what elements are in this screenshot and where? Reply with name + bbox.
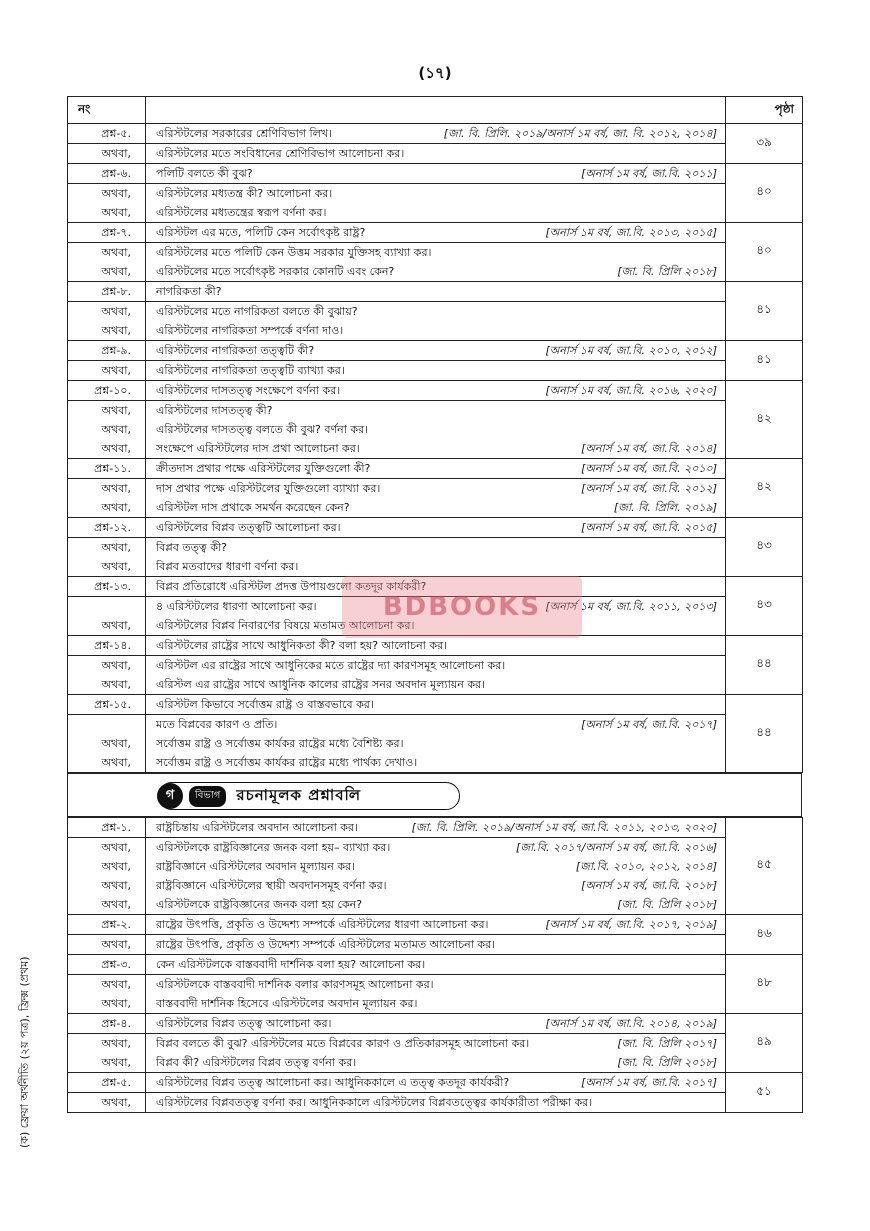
question-cell	[146, 144, 726, 164]
question-cell	[146, 184, 726, 204]
exam-reference: [জা. বি. প্রিলি ২০১৮]	[617, 898, 717, 911]
question-label: অথবা,	[68, 838, 146, 858]
question-label: অথবা,	[68, 538, 146, 558]
question-cell	[146, 223, 726, 243]
question-label: অথবা,	[68, 675, 146, 695]
exam-reference: [অনার্স ১ম বর্ষ, জা.বি. ২০১৫]	[581, 521, 717, 534]
question-row	[68, 955, 803, 975]
question-label: অথবা,	[68, 361, 146, 381]
question-label: প্রশ্ন-৯.	[68, 341, 146, 361]
exam-reference	[717, 184, 725, 203]
question-row	[68, 223, 803, 243]
question-label: প্রশ্ন-৮.	[68, 282, 146, 302]
page-reference: ৪৫	[726, 818, 803, 915]
question-text: এরিস্টটলের মতে সংবিধানের শ্রেণিবিভাগ আলোচনা কর।	[156, 147, 405, 160]
question-text: পলিটি বলতে কী বুঝ?	[156, 167, 253, 180]
page-reference: ৪২	[726, 381, 803, 459]
question-text: বিপ্লব বলতে কী বুঝ? এরিস্টটলের মতে বিপ্লবের কারণ ও প্রতিকারসমূহ আলোচনা কর।	[156, 1037, 530, 1050]
question-label: প্রশ্ন-১.	[68, 818, 146, 838]
question-text: বাস্তববাদী দার্শনিক হিসেবে এরিস্টটলের অবদান মূল্যায়ন কর।	[156, 997, 418, 1010]
question-label: প্রশ্ন-১০.	[68, 381, 146, 401]
exam-reference: [জা. বি. প্রিলি ২০১৮]	[617, 265, 717, 278]
question-cell	[146, 895, 726, 915]
question-cell	[146, 1053, 726, 1073]
question-text: বিপ্লব তত্ত্ব কী?	[156, 541, 227, 554]
question-cell	[146, 557, 726, 577]
question-text: ক্রীতদাস প্রথার পক্ষে এরিস্টটলের যুক্তিগুলো কী?	[156, 462, 371, 475]
exam-reference: [অনার্স ১ম বর্ষ, জা.বি. ২০১৪]	[581, 442, 717, 455]
question-label: অথবা,	[68, 895, 146, 915]
question-cell	[146, 675, 726, 695]
question-row	[68, 459, 803, 479]
question-label: প্রশ্ন-১৫.	[68, 695, 146, 715]
question-text: এরিস্টটলের সরকারের শ্রেণিবিভাগ লিখ।	[156, 127, 333, 140]
question-label: অথবা,	[68, 401, 146, 421]
question-label: প্রশ্ন-১৩.	[68, 577, 146, 597]
question-label: প্রশ্ন-১৪.	[68, 636, 146, 656]
question-text: বিপ্লব প্রতিরোধে এরিস্টটল প্রদত্ত উপায়গুলো কতদূর কার্যকরী?	[156, 580, 427, 593]
question-row	[68, 876, 803, 895]
question-label: প্রশ্ন-৩.	[68, 955, 146, 975]
question-cell	[146, 695, 726, 715]
question-row	[68, 361, 803, 381]
page-reference: ৪৪	[726, 636, 803, 695]
question-text: বিপ্লব কী? এরিস্টটলের বিপ্লব তত্ত্ব বর্ণনা কর।	[156, 1056, 357, 1069]
exam-reference	[717, 955, 725, 974]
question-text: কেন এরিস্টটলকে বাস্তববাদী দার্শনিক বলা হয়? আলোচনা কর।	[156, 958, 426, 971]
question-text: এরিস্টটলকে বাস্তববাদী দার্শনিক বলার কারণসমূহ আলোচনা কর।	[156, 978, 434, 991]
question-label: অথবা,	[68, 203, 146, 223]
question-label: প্রশ্ন-১২.	[68, 518, 146, 538]
question-label: অথবা,	[68, 876, 146, 895]
question-row	[68, 164, 803, 184]
question-row	[68, 1093, 803, 1113]
question-text: এরিস্টটলের দাসতত্ত্ব কী?	[156, 404, 273, 417]
question-cell	[146, 341, 726, 361]
section-badge	[158, 782, 460, 810]
question-cell	[146, 124, 726, 144]
question-cell	[146, 381, 726, 401]
question-cell	[146, 361, 726, 381]
question-text: দাস প্রথার পক্ষে এরিস্টটলের যুক্তিগুলো ব্যাখ্যা কর।	[156, 482, 381, 495]
question-cell	[146, 955, 726, 975]
question-text: এরিস্টটলের নাগরিকতা তত্ত্বটি ব্যাখ্যা কর।	[156, 364, 345, 377]
exam-reference: [অনার্স ১ম বর্ষ, জা.বি. ২০১৩, ২০১৫]	[545, 226, 717, 239]
question-text: এরিস্টল এর রাষ্ট্রের সাথে আধুনিক কালের রাষ্ট্রের সনর অবদান মূল্যায়ন কর।	[156, 678, 486, 691]
question-cell	[146, 321, 726, 341]
exam-reference	[717, 203, 725, 222]
question-label: অথবা,	[68, 753, 146, 773]
exam-reference	[717, 361, 725, 380]
exam-reference	[717, 656, 725, 675]
question-label: অথবা,	[68, 1093, 146, 1113]
question-row	[68, 915, 803, 935]
question-row	[68, 838, 803, 858]
question-text: এরিস্টটলের মধ্যতন্ত্র কী? আলোচনা কর।	[156, 187, 333, 200]
exam-reference: [জা. বি. প্রিলি. ২০১৯]	[613, 501, 717, 514]
question-text: এরিস্টটলকে রাষ্ট্রবিজ্ঞানের জনক বলা হয় কেন?	[156, 898, 363, 911]
question-label: প্রশ্ন-৫.	[68, 124, 146, 144]
question-label: অথবা,	[68, 857, 146, 876]
question-text: এরিস্টটলের দাসতত্ত্ব বলতে কী বুঝ? বর্ণনা কর।	[156, 423, 369, 436]
side-running-text: (ক) ফ্রেয়া অর্থনীতি (২য় পত্র), ফ্রিক্স (প্রথম)	[18, 956, 31, 1148]
question-row	[68, 857, 803, 876]
exam-reference: [জা. বি. প্রিলি. ২০১৯/অনার্স ১ম বর্ষ, জা.বি. ২০১১, ২০১৩, ২০২০]	[411, 821, 717, 834]
question-text: মতে বিপ্লবের কারণ ও প্রতি।	[156, 718, 278, 731]
question-cell	[146, 518, 726, 538]
exam-reference	[717, 538, 725, 557]
exam-reference	[717, 321, 725, 340]
question-row	[68, 1053, 803, 1073]
question-row	[68, 124, 803, 144]
page-reference: ৩৯	[726, 124, 803, 164]
question-cell	[146, 975, 726, 995]
page-reference: ৪৯	[726, 1014, 803, 1073]
question-row	[68, 479, 803, 499]
question-label: প্রশ্ন-৪.	[68, 1014, 146, 1034]
question-label: অথবা,	[68, 184, 146, 204]
section-letter: গ	[157, 783, 183, 809]
question-row	[68, 439, 803, 459]
question-cell	[146, 818, 726, 838]
question-text: এরিস্টটলের নাগরিকতা সম্পর্কে বর্ণনা দাও।	[156, 324, 344, 337]
exam-reference: [অনার্স ১ম বর্ষ, জা.বি. ২০১৭, ২০১৯]	[545, 918, 717, 931]
question-row	[68, 1073, 803, 1093]
exam-reference: [অনার্স ১ম বর্ষ, জা.বি. ২০১১, ২০১৩]	[545, 600, 717, 613]
question-label: প্রশ্ন-৫.	[68, 1073, 146, 1093]
header-number: নং	[68, 97, 146, 124]
question-text: সর্বোত্তম রাষ্ট্র ও সর্বোত্তম কার্যকর রাষ্ট্রের মধ্যে পার্থক্য দেখাও।	[156, 756, 418, 769]
question-cell	[146, 282, 726, 302]
question-text: নাগরিকতা কী?	[156, 285, 222, 298]
question-cell	[146, 164, 726, 184]
page-reference: ৪৬	[726, 915, 803, 955]
question-row	[68, 695, 803, 715]
question-row	[68, 557, 803, 577]
page-number: (১৭)	[418, 64, 452, 82]
exam-reference: [জা. বি. প্রিলি ২০১৭]	[617, 1037, 717, 1050]
question-row	[68, 282, 803, 302]
question-cell	[146, 838, 726, 858]
exam-reference	[717, 734, 725, 753]
question-row	[68, 935, 803, 955]
page-reference: ৪৩	[726, 518, 803, 577]
question-cell	[146, 401, 726, 421]
exam-reference: [অনার্স ১ম বর্ষ, জা.বি. ২০১২]	[581, 482, 717, 495]
question-text: এরিস্টটলের মতে পলিটি কেন উত্তম সরকার যুক্তিসহ ব্যাখ্যা কর।	[156, 246, 432, 259]
question-cell	[146, 1093, 726, 1113]
question-text: এরিস্টটল এর রাষ্ট্রের সাথে আধুনিকের মতে রাষ্ট্রের দ্যা কারণসমূহ আলোচনা কর।	[156, 659, 506, 672]
question-text: এরিস্টটলের মতে নাগরিকতা বলতে কী বুঝায়?	[156, 305, 358, 318]
exam-reference: [অনার্স ১ম বর্ষ, জা.বি. ২০১১]	[581, 167, 717, 180]
question-label: প্রশ্ন-৬.	[68, 164, 146, 184]
exam-reference	[717, 975, 725, 994]
question-cell	[146, 479, 726, 499]
question-row	[68, 144, 803, 164]
question-label: অথবা,	[68, 935, 146, 955]
question-label: অথবা,	[68, 734, 146, 753]
exam-reference	[717, 243, 725, 262]
question-text: ৪ এরিস্টটলের ধারণা আলোচনা কর।	[156, 600, 317, 613]
question-text: এরিস্টটলের রাষ্ট্রের সাথে আধুনিকতা কী? বলা হয়? আলোচনা কর।	[156, 639, 448, 652]
exam-reference	[717, 753, 725, 772]
question-row	[68, 753, 803, 773]
question-row	[68, 818, 803, 838]
exam-reference	[717, 557, 725, 576]
question-text: রাষ্ট্রের উৎপত্তি, প্রকৃতি ও উদ্দেশ্য সম্পর্কে এরিস্টটলের ধারণা আলোচনা কর।	[156, 918, 489, 931]
exam-reference: [অনার্স ১ম বর্ষ, জা.বি. ২০১০]	[581, 462, 717, 475]
section-tag: বিভাগ	[189, 786, 226, 807]
question-row	[68, 675, 803, 695]
question-text: এরিস্টটলের বিপ্লব তত্ত্ব আলোচনা কর।	[156, 1017, 332, 1030]
question-cell	[146, 636, 726, 656]
question-label: অথবা,	[68, 321, 146, 341]
question-row	[68, 203, 803, 223]
question-cell	[146, 753, 726, 773]
question-cell	[146, 1014, 726, 1034]
question-row	[68, 420, 803, 439]
question-label: প্রশ্ন-১১.	[68, 459, 146, 479]
exam-reference: [জা. বি. প্রিলি. ২০১৯/অনার্স ১ম বর্ষ, জা. বি. ২০১২, ২০১৪]	[443, 127, 717, 140]
question-text: বিপ্লব মতবাদের ধারণা বর্ণনা কর।	[156, 560, 299, 573]
question-label: অথবা,	[68, 439, 146, 459]
question-row	[68, 262, 803, 282]
question-label: অথবা,	[68, 144, 146, 164]
question-label: অথবা,	[68, 557, 146, 577]
question-row	[68, 734, 803, 753]
question-text: এরিস্টটল এর মতে, পলিটি কেন সর্বোৎকৃষ্ট রাষ্ট্র?	[156, 226, 366, 239]
question-row	[68, 518, 803, 538]
exam-reference	[717, 636, 725, 655]
question-cell	[146, 994, 726, 1014]
question-row	[68, 895, 803, 915]
question-row	[68, 184, 803, 204]
question-text: রাষ্ট্রবিজ্ঞানে এরিস্টটলের অবদান মূল্যায়ন কর।	[156, 860, 356, 873]
question-label: অথবা,	[68, 656, 146, 676]
page-reference: ৪০	[726, 223, 803, 282]
exam-reference: [জা. বি. প্রিলি ২০১৮]	[617, 1056, 717, 1069]
question-cell	[146, 1073, 726, 1093]
question-row	[68, 243, 803, 263]
question-label: অথবা,	[68, 616, 146, 636]
question-cell	[146, 302, 726, 322]
exam-reference	[717, 675, 725, 694]
question-label: অথবা,	[68, 975, 146, 995]
page-reference: ৪০	[726, 164, 803, 223]
section-title: রচনামূলক প্রশ্নাবলি	[236, 785, 362, 804]
question-row	[68, 994, 803, 1014]
question-cell	[146, 243, 726, 263]
page-reference: ৪১	[726, 282, 803, 341]
question-row	[68, 656, 803, 676]
exam-reference	[717, 577, 725, 596]
question-cell	[146, 715, 726, 735]
question-text: এরিস্টটলের মতে সর্বোৎকৃষ্ট সরকার কোনটি এবং কেন?	[156, 265, 395, 278]
header-page: পৃষ্ঠা	[726, 97, 803, 124]
question-text: এরিস্টটলের বিপ্লব তত্ত্বটি আলোচনা কর।	[156, 521, 341, 534]
question-row	[68, 321, 803, 341]
exam-reference	[717, 994, 725, 1013]
exam-reference: [অনার্স ১ম বর্ষ, জা.বি. ২০১৭]	[581, 718, 717, 731]
question-cell	[146, 203, 726, 223]
exam-reference: [জা.বি. ২০১৭/অনার্স ১ম বর্ষ, জা.বি. ২০১৬]	[515, 841, 717, 854]
exam-reference	[717, 282, 725, 301]
question-text: এরিস্টটলকে রাষ্ট্রবিজ্ঞানের জনক বলা হয়– ব্যাখ্যা কর।	[156, 841, 391, 854]
exam-reference	[717, 302, 725, 321]
watermark: BDBOOKS	[342, 576, 582, 638]
question-label: প্রশ্ন-২.	[68, 915, 146, 935]
question-cell	[146, 538, 726, 558]
question-label: অথবা,	[68, 498, 146, 518]
question-row	[68, 538, 803, 558]
question-row	[68, 1034, 803, 1054]
table-header	[68, 97, 803, 124]
question-label	[68, 715, 146, 735]
question-cell	[146, 498, 726, 518]
question-text: রাষ্ট্রের উৎপত্তি, প্রকৃতি ও উদ্দেশ্য সম্পর্কে এরিস্টটলের মতামত আলোচনা কর।	[156, 938, 496, 951]
question-row	[68, 341, 803, 361]
exam-reference: [অনার্স ১ম বর্ষ, জা.বি. ২০১৪, ২০১৯]	[545, 1017, 717, 1030]
question-row	[68, 1014, 803, 1034]
question-row	[68, 498, 803, 518]
question-row	[68, 975, 803, 995]
question-label	[68, 597, 146, 617]
question-label: অথবা,	[68, 1053, 146, 1073]
page-reference: ৪৮	[726, 955, 803, 1014]
question-text: এরিস্টটলের নাগরিকতা তত্ত্বটি কী?	[156, 344, 315, 357]
question-text: এরিস্টটলের বিপ্লবতত্ত্ব বর্ণনা কর। আধুনিককালে এরিস্টটলের বিপ্লবতত্ত্বের কার্যকারীতা পরীক্ষা কর।	[156, 1096, 593, 1109]
exam-reference	[717, 144, 725, 163]
question-text: এরিস্টটলের বিপ্লব তত্ত্ব আলোচনা কর। আধুনিককালে এ তত্ত্ব কতদূর কার্যকরী?	[156, 1076, 510, 1089]
question-cell	[146, 262, 726, 282]
page-reference: ৪২	[726, 459, 803, 518]
page-reference: ৪১	[726, 341, 803, 381]
question-text: এরিস্টটল কিভাবে সর্বোত্তম রাষ্ট্র ও বাস্তবভাবে কর।	[156, 698, 374, 711]
question-row	[68, 636, 803, 656]
page-reference: ৪৩	[726, 577, 803, 636]
question-cell	[146, 935, 726, 955]
exam-reference: [অনার্স ১ম বর্ষ, জা.বি. ২০১৮]	[581, 879, 717, 892]
question-text: রাষ্ট্রবিজ্ঞানে এরিস্টটলের স্থায়ী অবদানসমূহ বর্ণনা কর।	[156, 879, 387, 892]
question-label: অথবা,	[68, 994, 146, 1014]
exam-reference: [জা.বি. ২০১০, ২০১২, ২০১৪]	[575, 860, 717, 873]
question-cell	[146, 734, 726, 753]
question-text: এরিস্টটলের দাসতত্ত্ব সংক্ষেপে বর্ণনা কর।	[156, 384, 341, 397]
question-row	[68, 381, 803, 401]
question-label: অথবা,	[68, 1034, 146, 1054]
exam-reference	[717, 1093, 725, 1112]
question-label: অথবা,	[68, 479, 146, 499]
exam-reference: [অনার্স ১ম বর্ষ, জা.বি. ২০১৬, ২০২০]	[545, 384, 717, 397]
exam-reference: [অনার্স ১ম বর্ষ, জা.বি. ২০১০, ২০১২]	[545, 344, 717, 357]
exam-reference	[717, 935, 725, 954]
question-text: এরিস্টটলের বিপ্লব নিবারণের বিষয়ে মতামত আলোচনা কর।	[156, 619, 415, 632]
question-label: অথবা,	[68, 302, 146, 322]
question-cell	[146, 656, 726, 676]
page-reference: ৪৪	[726, 695, 803, 773]
question-row	[68, 302, 803, 322]
exam-reference	[717, 420, 725, 439]
question-cell	[146, 1034, 726, 1054]
question-cell	[146, 915, 726, 935]
question-label: অথবা,	[68, 243, 146, 263]
exam-reference	[717, 616, 725, 635]
question-text: রাষ্ট্রচিন্তায় এরিস্টটলের অবদান আলোচনা কর।	[156, 821, 358, 834]
question-text: এরিস্টটলের মধ্যতন্ত্রের স্বরূপ বর্ণনা কর।	[156, 206, 327, 219]
question-cell	[146, 439, 726, 459]
question-label: অথবা,	[68, 262, 146, 282]
exam-reference	[717, 401, 725, 420]
question-label: অথবা,	[68, 420, 146, 439]
question-row	[68, 401, 803, 421]
section-banner	[67, 773, 802, 817]
question-text: সংক্ষেপে এরিস্টটলের দাস প্রথা আলোচনা কর।	[156, 442, 360, 455]
page-reference: ৫১	[726, 1073, 803, 1113]
question-label: প্রশ্ন-৭.	[68, 223, 146, 243]
question-cell	[146, 857, 726, 876]
question-text: এরিস্টটল দাস প্রথাকে সমর্থন করেছেন কেন?	[156, 501, 350, 514]
question-cell	[146, 459, 726, 479]
exam-reference: [অনার্স ১ম বর্ষ, জা.বি. ২০১৭]	[581, 1076, 717, 1089]
question-row	[68, 715, 803, 735]
question-cell	[146, 420, 726, 439]
exam-reference	[717, 695, 725, 714]
question-text: সর্বোত্তম রাষ্ট্র ও সর্বোত্তম কার্যকর রাষ্ট্রের মধ্যে বৈশিষ্ট্য কর।	[156, 737, 404, 750]
question-cell	[146, 876, 726, 895]
